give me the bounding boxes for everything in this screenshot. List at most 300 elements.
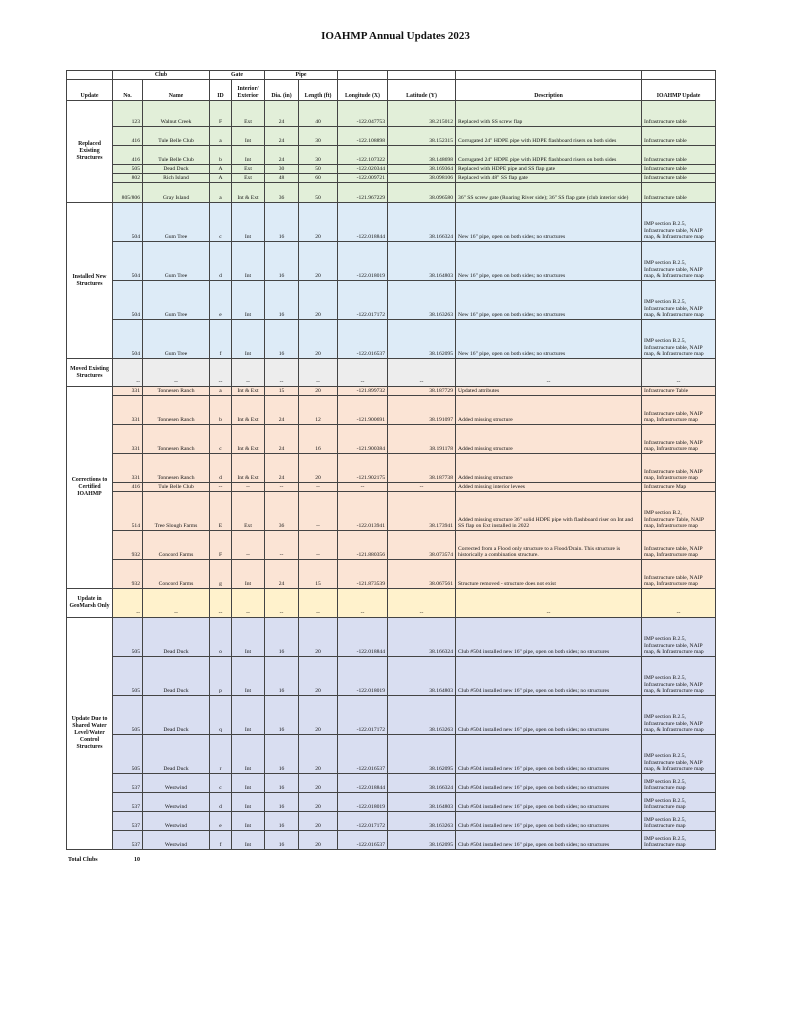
longitude-cell: -121.902175 (338, 454, 388, 483)
longitude-cell: -121.899732 (338, 387, 388, 396)
table-row (67, 425, 716, 454)
description-cell: Corrugated 24" HDPE pipe with HDPE flashboard risers on both sides (456, 146, 642, 165)
header-int-ext: Interior/ Exterior (232, 80, 265, 101)
latitude-cell: 38.166324 (388, 774, 456, 793)
ioahmp-update-cell: IMP section B.2.5, Infrastructure map (642, 831, 716, 850)
update-group-label: Installed New Structures (67, 203, 113, 359)
gate-int-ext-cell: Int (232, 146, 265, 165)
table-row (67, 174, 716, 183)
club-no-cell: 505 (113, 618, 143, 657)
longitude-cell: -122.017172 (338, 281, 388, 320)
description-cell: Replaced with HDPE pipe and SS flap gate (456, 165, 642, 174)
pipe-dia-cell: 16 (265, 696, 299, 735)
pipe-dia-cell: 24 (265, 454, 299, 483)
longitude-cell: -122.047753 (338, 101, 388, 127)
gate-id-cell: o (210, 618, 232, 657)
longitude-cell: -122.016537 (338, 320, 388, 359)
latitude-cell: 38.215012 (388, 101, 456, 127)
gate-int-ext-cell: Int (232, 320, 265, 359)
table-row (67, 396, 716, 425)
latitude-cell: 38.166324 (388, 618, 456, 657)
description-cell: Added missing structure (456, 396, 642, 425)
longitude-cell: -- (338, 589, 388, 618)
table-row (67, 492, 716, 531)
table-row (67, 618, 716, 657)
longitude-cell: -122.018019 (338, 242, 388, 281)
gate-int-ext-cell: Int & Ext (232, 183, 265, 203)
ioahmp-update-cell: Infrastructure table (642, 146, 716, 165)
gate-id-cell: g (210, 560, 232, 589)
ioahmp-update-cell: Infrastructure table (642, 101, 716, 127)
updates-table (66, 70, 716, 850)
club-name-cell: Dead Duck (143, 735, 210, 774)
pipe-dia-cell: 16 (265, 831, 299, 850)
pipe-dia-cell: 48 (265, 174, 299, 183)
latitude-cell: 38.191097 (388, 396, 456, 425)
table-row (67, 281, 716, 320)
longitude-cell: -122.009721 (338, 174, 388, 183)
ioahmp-update-cell: Infrastructure Map (642, 483, 716, 492)
gate-int-ext-cell: Int (232, 203, 265, 242)
club-name-cell: Tule Belle Club (143, 483, 210, 492)
gate-id-cell: d (210, 454, 232, 483)
ioahmp-update-cell: IMP section B.2.5, Infrastructure table, NAIP map, & Infrastructure map (642, 242, 716, 281)
pipe-dia-cell: 16 (265, 657, 299, 696)
description-cell: Added missing structure (456, 454, 642, 483)
club-name-cell: Tonnesen Ranch (143, 425, 210, 454)
update-group-label: Replaced Existing Structures (67, 101, 113, 203)
header-blank (642, 71, 716, 80)
pipe-length-cell: 20 (299, 793, 338, 812)
latitude-cell: 38.169364 (388, 165, 456, 174)
header-gate: Gate (210, 71, 265, 80)
latitude-cell: -- (388, 589, 456, 618)
pipe-length-cell: 12 (299, 396, 338, 425)
gate-int-ext-cell: Int & Ext (232, 387, 265, 396)
latitude-cell: 38.162095 (388, 320, 456, 359)
table-body (67, 101, 716, 850)
table-row (67, 696, 716, 735)
pipe-length-cell: -- (299, 492, 338, 531)
gate-int-ext-cell: Int & Ext (232, 396, 265, 425)
club-name-cell: Dead Duck (143, 657, 210, 696)
ioahmp-update-cell: Infrastructure table (642, 183, 716, 203)
gate-id-cell: A (210, 174, 232, 183)
pipe-length-cell: 50 (299, 165, 338, 174)
header-update: Update (67, 80, 113, 101)
longitude-cell: -122.016537 (338, 735, 388, 774)
pipe-dia-cell: 24 (265, 146, 299, 165)
gate-id-cell: e (210, 812, 232, 831)
club-no-cell: 331 (113, 425, 143, 454)
header-blank (338, 71, 388, 80)
table-row (67, 735, 716, 774)
pipe-length-cell: -- (299, 589, 338, 618)
pipe-dia-cell: 16 (265, 812, 299, 831)
ioahmp-update-cell: Infrastructure table, NAIP map, Infrastructure map (642, 396, 716, 425)
club-name-cell: Rich Island (143, 174, 210, 183)
gate-id-cell: -- (210, 483, 232, 492)
club-name-cell: Concord Farms (143, 560, 210, 589)
ioahmp-update-cell: Infrastructure Table (642, 387, 716, 396)
gate-id-cell: b (210, 146, 232, 165)
latitude-cell: -- (388, 359, 456, 387)
pipe-length-cell: 16 (299, 425, 338, 454)
table-row (67, 242, 716, 281)
club-name-cell: Gum Tree (143, 203, 210, 242)
gate-int-ext-cell: Int (232, 127, 265, 146)
description-cell: Added missing structure 36" solid HDPE pipe with flashboard riser on Int and SS flap on Ext installed in 2022 (456, 492, 642, 531)
table-row (67, 657, 716, 696)
longitude-cell: -122.018019 (338, 793, 388, 812)
table-row (67, 183, 716, 203)
gate-int-ext-cell: Int (232, 696, 265, 735)
description-cell: Club #504 installed new 16" pipe, open on both sides; no structures (456, 618, 642, 657)
ioahmp-update-cell: -- (642, 359, 716, 387)
ioahmp-update-cell: IMP section B.2.5, Infrastructure table, NAIP map, & Infrastructure map (642, 203, 716, 242)
club-no-cell: 932 (113, 560, 143, 589)
pipe-length-cell: -- (299, 483, 338, 492)
update-group-label: Update Due to Shared Water Level/Water Control Structures (67, 618, 113, 850)
gate-id-cell: a (210, 183, 232, 203)
club-name-cell: -- (143, 589, 210, 618)
pipe-length-cell: 30 (299, 146, 338, 165)
description-cell: Corrected from a Flood only structure to a Flood/Drain. This structure is historically a combination structure. (456, 531, 642, 560)
pipe-dia-cell: 24 (265, 127, 299, 146)
description-cell: Updated attributes (456, 387, 642, 396)
club-no-cell: 514 (113, 492, 143, 531)
table-row (67, 454, 716, 483)
club-name-cell: Gray Island (143, 183, 210, 203)
header-pipe: Pipe (265, 71, 338, 80)
update-group-label: Moved Existing Structures (67, 359, 113, 387)
latitude-cell: 38.163263 (388, 281, 456, 320)
description-cell: 36" SS screw gate (Roaring River side); 36" SS flap gate (club interior side) (456, 183, 642, 203)
gate-id-cell: r (210, 735, 232, 774)
header-description: Description (456, 80, 642, 101)
latitude-cell: 38.148698 (388, 146, 456, 165)
club-no-cell: 504 (113, 203, 143, 242)
gate-int-ext-cell: -- (232, 483, 265, 492)
club-no-cell: 504 (113, 320, 143, 359)
pipe-length-cell: 40 (299, 101, 338, 127)
latitude-cell: 38.187738 (388, 454, 456, 483)
latitude-cell: 38.164803 (388, 657, 456, 696)
gate-id-cell: F (210, 531, 232, 560)
gate-int-ext-cell: Int (232, 281, 265, 320)
latitude-cell: 38.187729 (388, 387, 456, 396)
longitude-cell: -- (338, 359, 388, 387)
description-cell: Replaced with 48" SS flap gate (456, 174, 642, 183)
club-no-cell: 504 (113, 281, 143, 320)
totals-value: 10 (134, 857, 140, 863)
table-row (67, 560, 716, 589)
description-cell: Club #504 installed new 16" pipe, open on both sides; no structures (456, 812, 642, 831)
header-ioahmp-update: IOAHMP Update (642, 80, 716, 101)
ioahmp-update-cell: Infrastructure table (642, 165, 716, 174)
pipe-length-cell: 20 (299, 657, 338, 696)
pipe-dia-cell: 30 (265, 165, 299, 174)
club-no-cell: 505 (113, 657, 143, 696)
pipe-length-cell: 30 (299, 127, 338, 146)
longitude-cell: -- (338, 483, 388, 492)
gate-id-cell: f (210, 831, 232, 850)
table-row (67, 165, 716, 174)
table-row (67, 483, 716, 492)
club-name-cell: Tonnesen Ranch (143, 396, 210, 425)
gate-int-ext-cell: Int (232, 657, 265, 696)
pipe-dia-cell: -- (265, 589, 299, 618)
description-cell: Club #504 installed new 16" pipe, open on both sides; no structures (456, 831, 642, 850)
table-row (67, 589, 716, 618)
longitude-cell: -122.013941 (338, 492, 388, 531)
club-no-cell: 331 (113, 396, 143, 425)
club-name-cell: Dead Duck (143, 696, 210, 735)
ioahmp-update-cell: Infrastructure table (642, 127, 716, 146)
club-no-cell: 416 (113, 146, 143, 165)
pipe-dia-cell: 16 (265, 203, 299, 242)
pipe-dia-cell: -- (265, 359, 299, 387)
ioahmp-update-cell: IMP section B.2.5, Infrastructure table, NAIP map, & Infrastructure map (642, 696, 716, 735)
pipe-length-cell: 60 (299, 174, 338, 183)
pipe-dia-cell: 16 (265, 618, 299, 657)
longitude-cell: -122.018844 (338, 618, 388, 657)
latitude-cell: 38.162095 (388, 831, 456, 850)
gate-id-cell: f (210, 320, 232, 359)
header-no: No. (113, 80, 143, 101)
club-name-cell: Tree Slough Farms (143, 492, 210, 531)
club-no-cell: 505 (113, 696, 143, 735)
table-row (67, 127, 716, 146)
table-row (67, 774, 716, 793)
club-no-cell: 331 (113, 387, 143, 396)
latitude-cell: 38.173941 (388, 492, 456, 531)
totals (68, 857, 140, 863)
description-cell: Added missing interior levees (456, 483, 642, 492)
pipe-length-cell: 20 (299, 454, 338, 483)
update-group-label: Corrections to Certified IOAHMP (67, 387, 113, 589)
gate-id-cell: c (210, 425, 232, 454)
pipe-dia-cell: 16 (265, 735, 299, 774)
pipe-length-cell: 20 (299, 320, 338, 359)
ioahmp-update-cell: IMP section B.2.5, Infrastructure table, NAIP map, & Infrastructure map (642, 657, 716, 696)
club-name-cell: Dead Duck (143, 165, 210, 174)
pipe-length-cell: 20 (299, 618, 338, 657)
club-no-cell: 505 (113, 165, 143, 174)
club-name-cell: Westwind (143, 793, 210, 812)
gate-int-ext-cell: Int (232, 618, 265, 657)
club-no-cell: 805/806 (113, 183, 143, 203)
gate-id-cell: b (210, 396, 232, 425)
pipe-length-cell: 20 (299, 735, 338, 774)
ioahmp-update-cell: Infrastructure table, NAIP map, Infrastructure map (642, 531, 716, 560)
pipe-dia-cell: 24 (265, 425, 299, 454)
club-no-cell: 331 (113, 454, 143, 483)
gate-id-cell: -- (210, 589, 232, 618)
description-cell: Club #504 installed new 16" pipe, open on both sides; no structures (456, 696, 642, 735)
page-title: IOAHMP Annual Updates 2023 (321, 30, 470, 42)
pipe-length-cell: 20 (299, 831, 338, 850)
club-no-cell: 537 (113, 774, 143, 793)
gate-id-cell: d (210, 793, 232, 812)
gate-id-cell: E (210, 492, 232, 531)
description-cell: New 16" pipe, open on both sides; no structures (456, 242, 642, 281)
table-row (67, 101, 716, 127)
description-cell: New 16" pipe, open on both sides; no structures (456, 281, 642, 320)
pipe-dia-cell: -- (265, 483, 299, 492)
pipe-length-cell: 20 (299, 696, 338, 735)
club-no-cell: -- (113, 589, 143, 618)
pipe-dia-cell: 15 (265, 387, 299, 396)
latitude-cell: 38.152315 (388, 127, 456, 146)
pipe-length-cell: 20 (299, 203, 338, 242)
gate-id-cell: c (210, 774, 232, 793)
description-cell: Club #504 installed new 16" pipe, open on both sides; no structures (456, 774, 642, 793)
latitude-cell: 38.163263 (388, 696, 456, 735)
club-no-cell: 537 (113, 793, 143, 812)
pipe-length-cell: 20 (299, 242, 338, 281)
header-longitude: Longitude (X) (338, 80, 388, 101)
longitude-cell: -122.018844 (338, 203, 388, 242)
pipe-length-cell: 50 (299, 183, 338, 203)
description-cell: -- (456, 359, 642, 387)
pipe-length-cell: 15 (299, 560, 338, 589)
latitude-cell: 38.073574 (388, 531, 456, 560)
gate-int-ext-cell: Int (232, 812, 265, 831)
gate-int-ext-cell: Int & Ext (232, 454, 265, 483)
latitude-cell: 38.162095 (388, 735, 456, 774)
longitude-cell: -121.880356 (338, 531, 388, 560)
club-no-cell: -- (113, 359, 143, 387)
pipe-dia-cell: -- (265, 531, 299, 560)
ioahmp-update-cell: Infrastructure table, NAIP map, Infrastructure map (642, 425, 716, 454)
latitude-cell: 38.163263 (388, 812, 456, 831)
gate-int-ext-cell: Ext (232, 492, 265, 531)
table-row (67, 320, 716, 359)
header-latitude: Latitude (Y) (388, 80, 456, 101)
gate-int-ext-cell: Int (232, 793, 265, 812)
gate-int-ext-cell: Int & Ext (232, 425, 265, 454)
header-blank (67, 71, 113, 80)
gate-id-cell: a (210, 127, 232, 146)
longitude-cell: -121.967229 (338, 183, 388, 203)
pipe-dia-cell: 24 (265, 101, 299, 127)
club-no-cell: 932 (113, 531, 143, 560)
latitude-cell: 38.164803 (388, 242, 456, 281)
description-cell: Club #504 installed new 16" pipe, open on both sides; no structures (456, 793, 642, 812)
ioahmp-update-cell: IMP section B.2.5, Infrastructure table, NAIP map, & Infrastructure map (642, 281, 716, 320)
club-name-cell: Gum Tree (143, 320, 210, 359)
latitude-cell: 38.098106 (388, 174, 456, 183)
longitude-cell: -122.020344 (338, 165, 388, 174)
club-no-cell: 537 (113, 831, 143, 850)
pipe-dia-cell: 16 (265, 774, 299, 793)
pipe-length-cell: 20 (299, 812, 338, 831)
table-row (67, 831, 716, 850)
ioahmp-update-cell: IMP section B.2.5, Infrastructure map (642, 793, 716, 812)
description-cell: New 16" pipe, open on both sides; no structures (456, 320, 642, 359)
header-length: Length (ft) (299, 80, 338, 101)
longitude-cell: -122.016537 (338, 831, 388, 850)
longitude-cell: -122.017172 (338, 812, 388, 831)
header-dia: Dia. (in) (265, 80, 299, 101)
description-cell: Corrugated 24" HDPE pipe with HDPE flashboard risers on both sides (456, 127, 642, 146)
gate-int-ext-cell: Int (232, 560, 265, 589)
club-no-cell: 505 (113, 735, 143, 774)
pipe-dia-cell: 16 (265, 793, 299, 812)
club-name-cell: Tule Belle Club (143, 146, 210, 165)
pipe-dia-cell: 24 (265, 560, 299, 589)
gate-id-cell: A (210, 165, 232, 174)
ioahmp-update-cell: Infrastructure table (642, 174, 716, 183)
club-name-cell: Westwind (143, 812, 210, 831)
description-cell: Club #504 installed new 16" pipe, open on both sides; no structures (456, 657, 642, 696)
gate-int-ext-cell: -- (232, 531, 265, 560)
club-no-cell: 416 (113, 127, 143, 146)
header-club: Club (113, 71, 210, 80)
ioahmp-update-cell: IMP section B.2.5, Infrastructure table, NAIP map, & Infrastructure map (642, 320, 716, 359)
gate-int-ext-cell: Ext (232, 101, 265, 127)
gate-id-cell: F (210, 101, 232, 127)
club-name-cell: Dead Duck (143, 618, 210, 657)
table-row (67, 387, 716, 396)
header-id: ID (210, 80, 232, 101)
club-name-cell: Westwind (143, 774, 210, 793)
description-cell: Replaced with SS screw flap (456, 101, 642, 127)
longitude-cell: -121.900691 (338, 396, 388, 425)
table-row (67, 359, 716, 387)
gate-id-cell: c (210, 203, 232, 242)
club-no-cell: 416 (113, 483, 143, 492)
description-cell: Added missing structure (456, 425, 642, 454)
description-cell: Structure removed - structure does not exist (456, 560, 642, 589)
header-name: Name (143, 80, 210, 101)
gate-id-cell: a (210, 387, 232, 396)
latitude-cell: 38.096580 (388, 183, 456, 203)
longitude-cell: -122.018844 (338, 774, 388, 793)
pipe-dia-cell: 36 (265, 492, 299, 531)
table-row (67, 812, 716, 831)
club-no-cell: 537 (113, 812, 143, 831)
ioahmp-update-cell: IMP section B.2.5, Infrastructure table, NAIP map, & Infrastructure map (642, 735, 716, 774)
gate-id-cell: p (210, 657, 232, 696)
latitude-cell: 38.166324 (388, 203, 456, 242)
club-name-cell: Concord Farms (143, 531, 210, 560)
header-blank (456, 71, 642, 80)
gate-int-ext-cell: Int (232, 242, 265, 281)
table-row (67, 203, 716, 242)
gate-id-cell: q (210, 696, 232, 735)
latitude-cell: 38.191178 (388, 425, 456, 454)
table-row (67, 146, 716, 165)
gate-int-ext-cell: Int (232, 735, 265, 774)
description-cell: Club #504 installed new 16" pipe, open on both sides; no structures (456, 735, 642, 774)
longitude-cell: -122.107322 (338, 146, 388, 165)
ioahmp-update-cell: Infrastructure table, NAIP map, Infrastructure map (642, 454, 716, 483)
longitude-cell: -122.108898 (338, 127, 388, 146)
pipe-length-cell: 20 (299, 774, 338, 793)
latitude-cell: 38.067561 (388, 560, 456, 589)
club-name-cell: Gum Tree (143, 281, 210, 320)
ioahmp-update-cell: IMP section B.2.5, Infrastructure map (642, 812, 716, 831)
pipe-length-cell: -- (299, 359, 338, 387)
longitude-cell: -121.900384 (338, 425, 388, 454)
description-cell: -- (456, 589, 642, 618)
club-no-cell: 123 (113, 101, 143, 127)
ioahmp-update-cell: IMP section B.2.5, Infrastructure table, NAIP map, & Infrastructure map (642, 618, 716, 657)
gate-int-ext-cell: -- (232, 359, 265, 387)
club-name-cell: Walnut Creek (143, 101, 210, 127)
